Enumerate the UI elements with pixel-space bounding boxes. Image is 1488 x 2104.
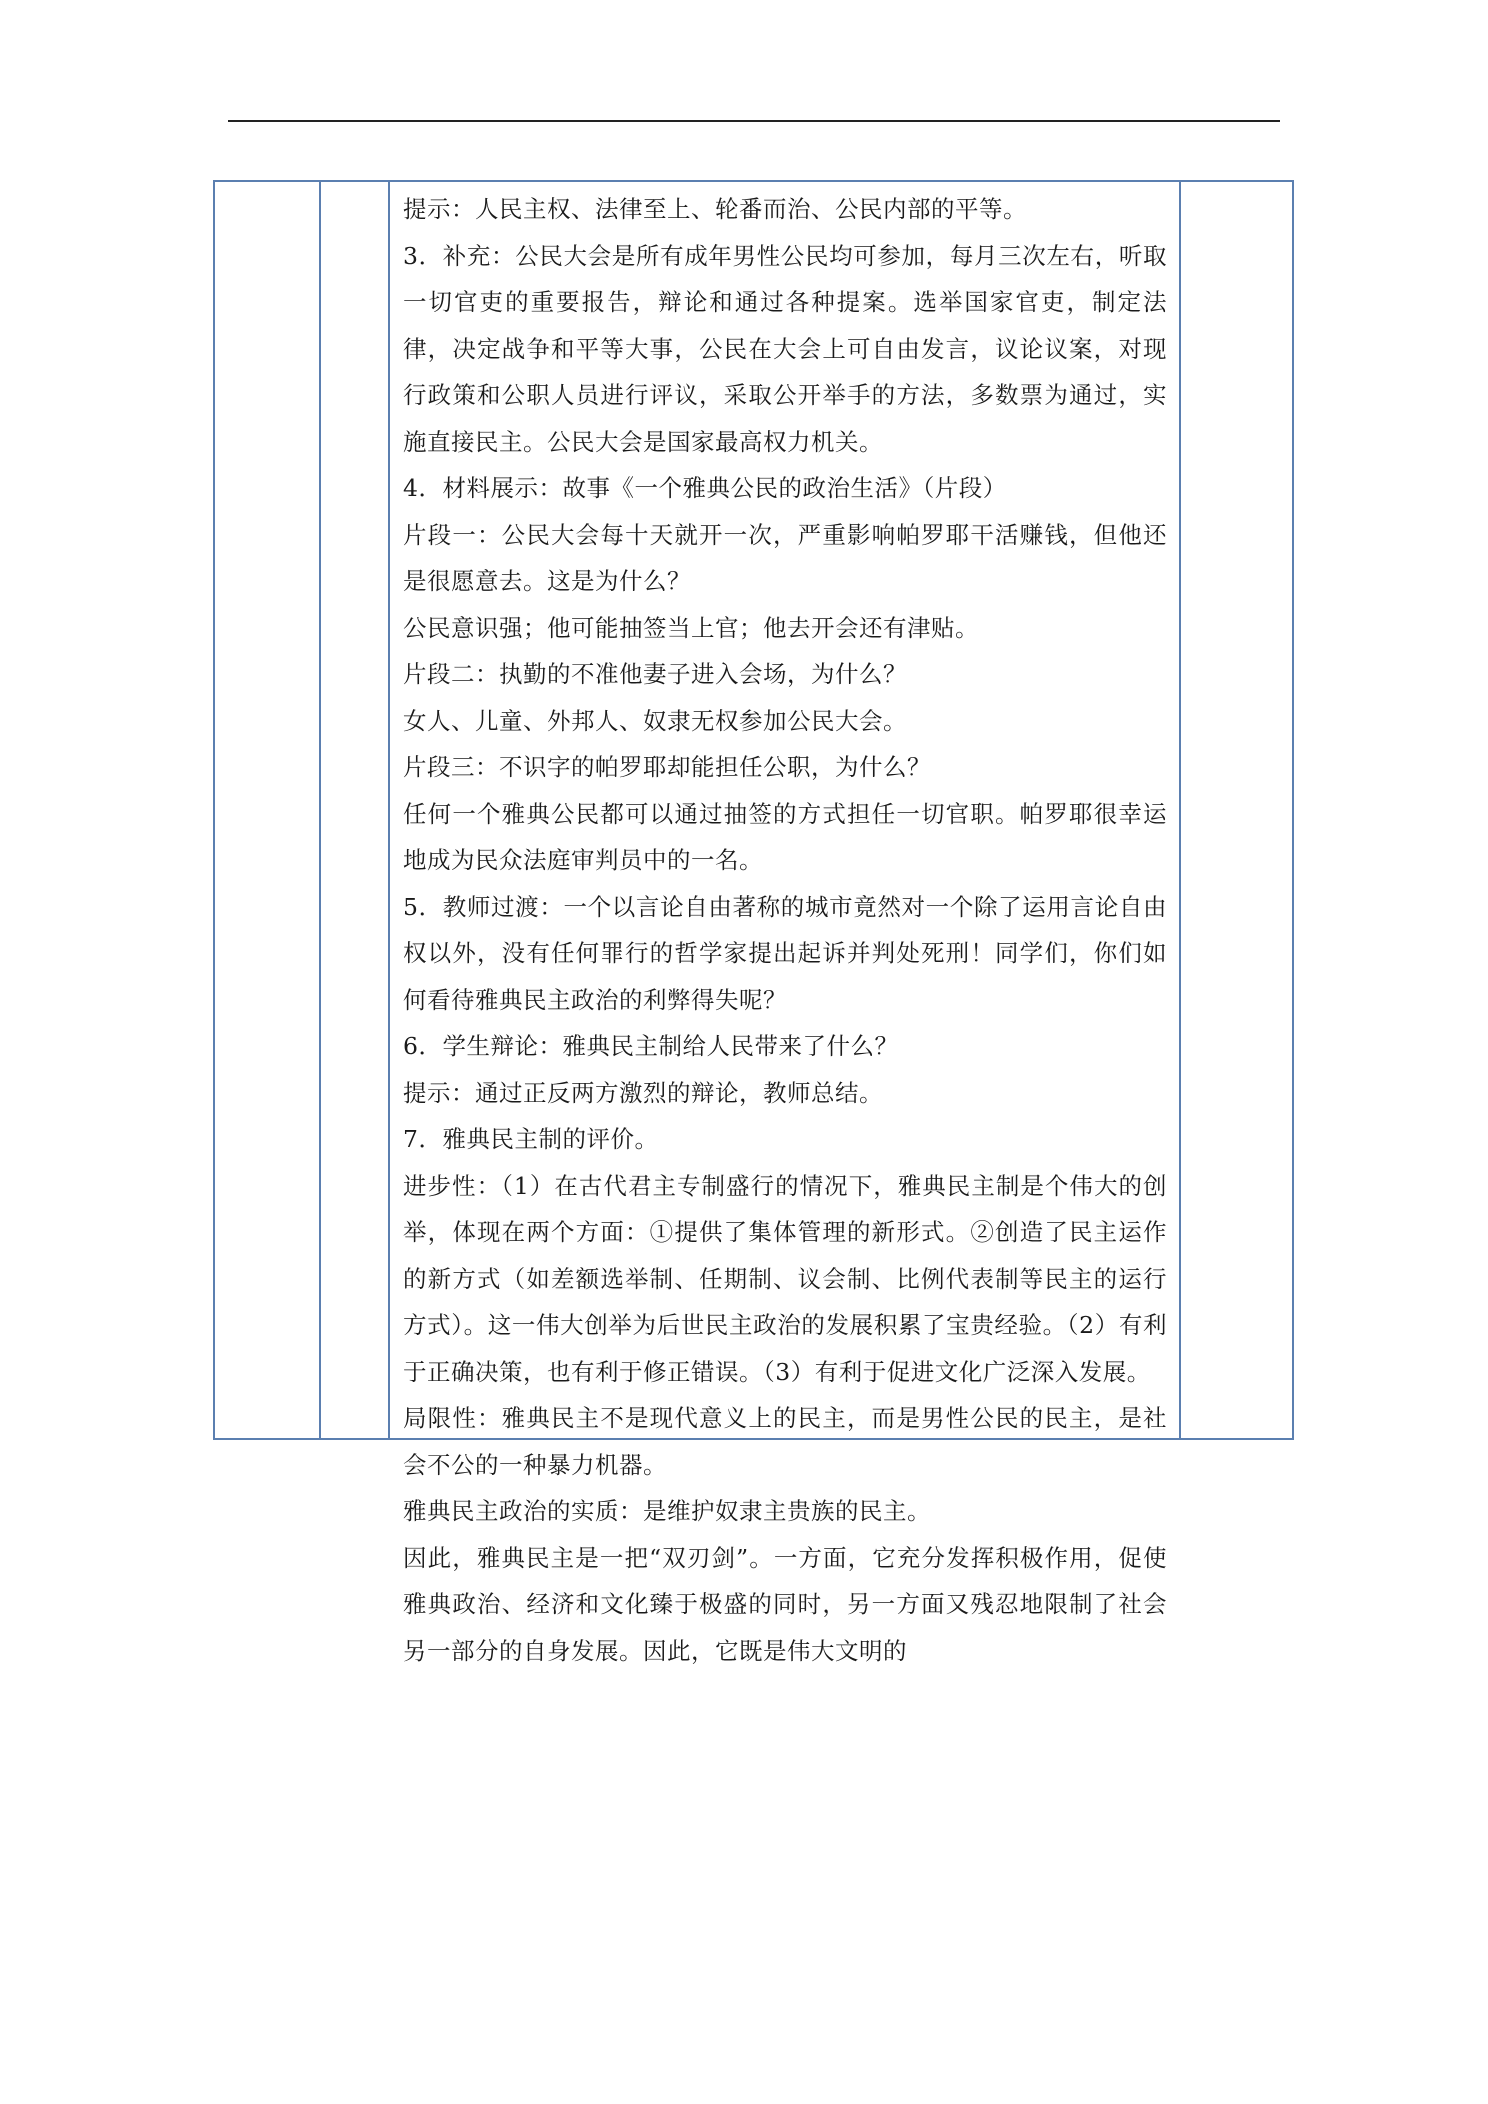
paragraph-evaluation-heading: 7．雅典民主制的评价。 (403, 1125, 659, 1153)
paragraph-student-debate: 6．学生辩论：雅典民主制给人民带来了什么？ (403, 1032, 899, 1060)
table-cell-col2 (319, 182, 388, 1438)
paragraph-segment-3-answer: 任何一个雅典公民都可以通过抽签的方式担任一切官职。帕罗耶很幸运地成为民众法庭审判员中的一名。 (403, 799, 1167, 874)
paragraph-segment-3: 片段三：不识字的帕罗耶却能担任公职，为什么？ (403, 753, 931, 781)
table-cell-col1 (215, 182, 319, 1438)
column-divider-2 (388, 182, 390, 1438)
paragraph-segment-1-answer: 公民意识强；他可能抽签当上官；他去开会还有津贴。 (403, 613, 979, 642)
paragraph-segment-1: 片段一：公民大会每十天就开一次，严重影响帕罗耶干活赚钱，但他还是很愿意去。这是为什么？ (403, 520, 1167, 595)
paragraph-essence: 雅典民主政治的实质：是维护奴隶主贵族的民主。 (403, 1497, 931, 1525)
paragraph-segment-2-answer: 女人、儿童、外邦人、奴隶无权参加公民大会。 (403, 706, 907, 735)
paragraph-supplement: 3．补充：公民大会是所有成年男性公民均可参加，每月三次左右，听取一切官吏的重要报告，辩论和通过各种提案。选举国家官吏，制定法律，决定战争和平等大事，公民在大会上可自由发言，议论议案，对现行政策和公职人员进行评议，采取公开举手的方法，多数票为通过，实施直接民主。公民大会是国家最高权力机关。 (403, 241, 1167, 456)
header-rule (228, 120, 1280, 122)
paragraph-limitations: 局限性：雅典民主不是现代意义上的民主，而是男性公民的民主，是社会不公的一种暴力机器。 (403, 1404, 1167, 1479)
table-cell-col4 (1179, 182, 1292, 1438)
paragraph-hint-1: 提示：人民主权、法律至上、轮番而治、公民内部的平等。 (403, 195, 1027, 223)
paragraph-hint-2: 提示：通过正反两方激烈的辩论，教师总结。 (403, 1078, 883, 1107)
lesson-plan-table (213, 180, 1294, 1665)
paragraph-progressiveness: 进步性：（1）在古代君主专制盛行的情况下，雅典民主制是个伟大的创举，体现在两个方面：①提供了集体管理的新形式。②创造了民主运作的新方式（如差额选举制、任期制、议会制、比例代表制等民主的运行方式）。这一伟大创举为后世民主政治的发展积累了宝贵经验。（2）有利于正确决策，也有利于修正错误。（3）有利于促进文化广泛深入发展。 (403, 1171, 1167, 1386)
paragraph-teacher-transition: 5．教师过渡：一个以言论自由著称的城市竟然对一个除了运用言论自由权以外，没有任何罪行的哲学家提出起诉并判处死刑！同学们，你们如何看待雅典民主政治的利弊得失呢？ (403, 892, 1167, 1014)
paragraph-material-display: 4．材料展示：故事《一个雅典公民的政治生活》（片段） (403, 474, 1007, 502)
paragraph-conclusion: 因此，雅典民主是一把“双刃剑”。一方面，它充分发挥积极作用，促使雅典政治、经济和文化臻于极盛的同时，另一方面又残忍地限制了社会另一部分的自身发展。因此，它既是伟大文明的 (403, 1543, 1167, 1665)
table-cell-content (403, 186, 1167, 1674)
paragraph-segment-2: 片段二：执勤的不准他妻子进入会场，为什么？ (403, 660, 907, 688)
